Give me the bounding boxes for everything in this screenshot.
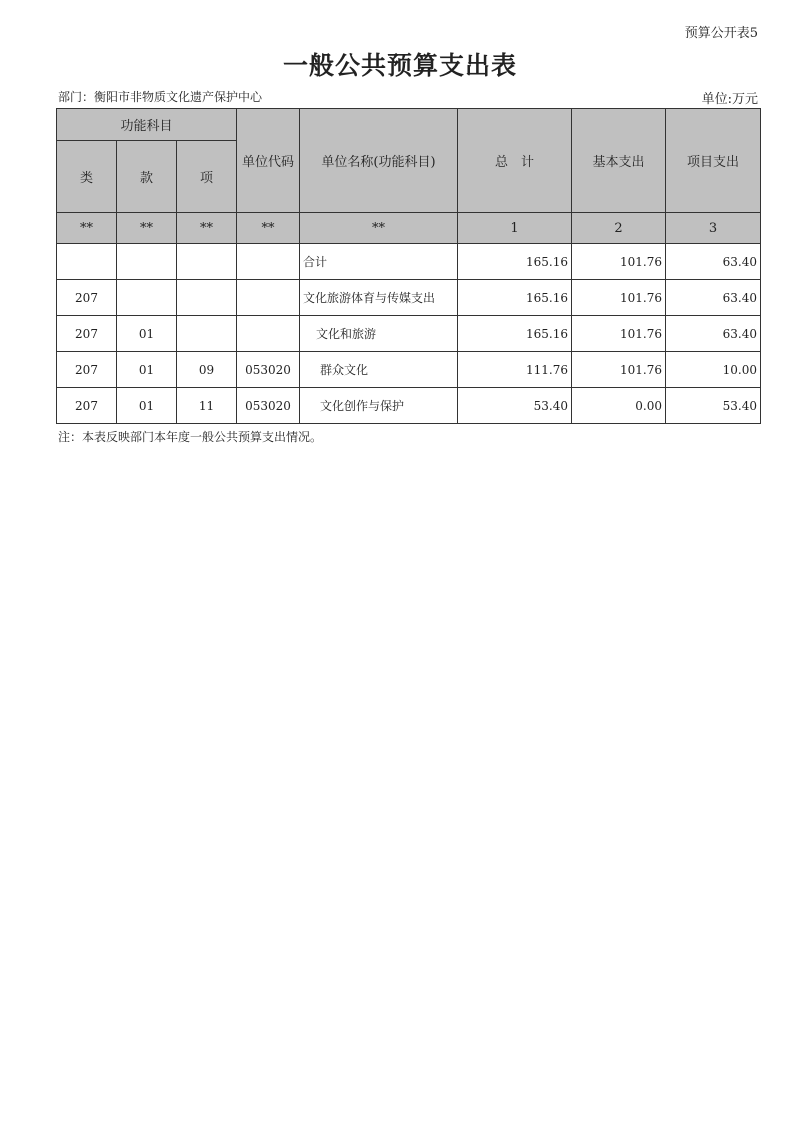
cell-section: 01 [117, 352, 177, 388]
cell-unit-code: 053020 [237, 388, 300, 424]
header-code: ** [237, 213, 300, 244]
footnote: 注：本表反映部门本年度一般公共预算支出情况。 [58, 430, 323, 444]
header-code: ** [300, 213, 458, 244]
table-number-label: 预算公开表5 [684, 26, 758, 41]
cell-basic: 0.00 [572, 388, 666, 424]
cell-section [117, 244, 177, 280]
cell-total: 53.40 [458, 388, 572, 424]
header-code: ** [117, 213, 177, 244]
cell-category: 207 [57, 316, 117, 352]
cell-unit-code: 053020 [237, 352, 300, 388]
header-code: ** [57, 213, 117, 244]
cell-project: 63.40 [666, 244, 761, 280]
header-code: 3 [666, 213, 761, 244]
header-category: 类 [57, 141, 117, 213]
cell-basic: 101.76 [572, 244, 666, 280]
header-code: 1 [458, 213, 572, 244]
department-label: 部门：衡阳市非物质文化遗产保护中心 [58, 90, 263, 104]
cell-section: 01 [117, 388, 177, 424]
cell-basic: 101.76 [572, 280, 666, 316]
cell-project: 53.40 [666, 388, 761, 424]
cell-unit-code [237, 244, 300, 280]
cell-category: 207 [57, 280, 117, 316]
table-row [57, 316, 761, 352]
header-unit-code: 单位代码 [237, 109, 300, 213]
cell-category [57, 244, 117, 280]
cell-project: 63.40 [666, 316, 761, 352]
table-row [57, 388, 761, 424]
cell-basic: 101.76 [572, 316, 666, 352]
unit-label: 单位:万元 [701, 92, 758, 107]
cell-section: 01 [117, 316, 177, 352]
cell-category: 207 [57, 352, 117, 388]
cell-unit-name: 群众文化 [300, 352, 458, 388]
header-total: 总 计 [458, 109, 572, 213]
cell-unit-name: 文化和旅游 [300, 316, 458, 352]
cell-item: 11 [177, 388, 237, 424]
page-title: 一般公共预算支出表 [282, 51, 517, 80]
cell-unit-name: 文化创作与保护 [300, 388, 458, 424]
header-code: 2 [572, 213, 666, 244]
cell-total: 165.16 [458, 280, 572, 316]
cell-item: 09 [177, 352, 237, 388]
table-row [57, 244, 761, 280]
header-function-subject: 功能科目 [57, 109, 237, 141]
cell-total: 111.76 [458, 352, 572, 388]
header-unit-name: 单位名称(功能科目) [300, 109, 458, 213]
cell-unit-name: 合计 [300, 244, 458, 280]
budget-table [56, 108, 761, 424]
header-basic: 基本支出 [572, 109, 666, 213]
header-section: 款 [117, 141, 177, 213]
cell-section [117, 280, 177, 316]
table-row [57, 280, 761, 316]
table-row [57, 352, 761, 388]
cell-item [177, 244, 237, 280]
header-project: 项目支出 [666, 109, 761, 213]
cell-item [177, 316, 237, 352]
header-item: 项 [177, 141, 237, 213]
cell-project: 63.40 [666, 280, 761, 316]
cell-unit-code [237, 280, 300, 316]
cell-unit-name: 文化旅游体育与传媒支出 [300, 280, 458, 316]
cell-unit-code [237, 316, 300, 352]
cell-basic: 101.76 [572, 352, 666, 388]
cell-total: 165.16 [458, 316, 572, 352]
cell-category: 207 [57, 388, 117, 424]
header-code: ** [177, 213, 237, 244]
cell-total: 165.16 [458, 244, 572, 280]
cell-item [177, 280, 237, 316]
cell-project: 10.00 [666, 352, 761, 388]
